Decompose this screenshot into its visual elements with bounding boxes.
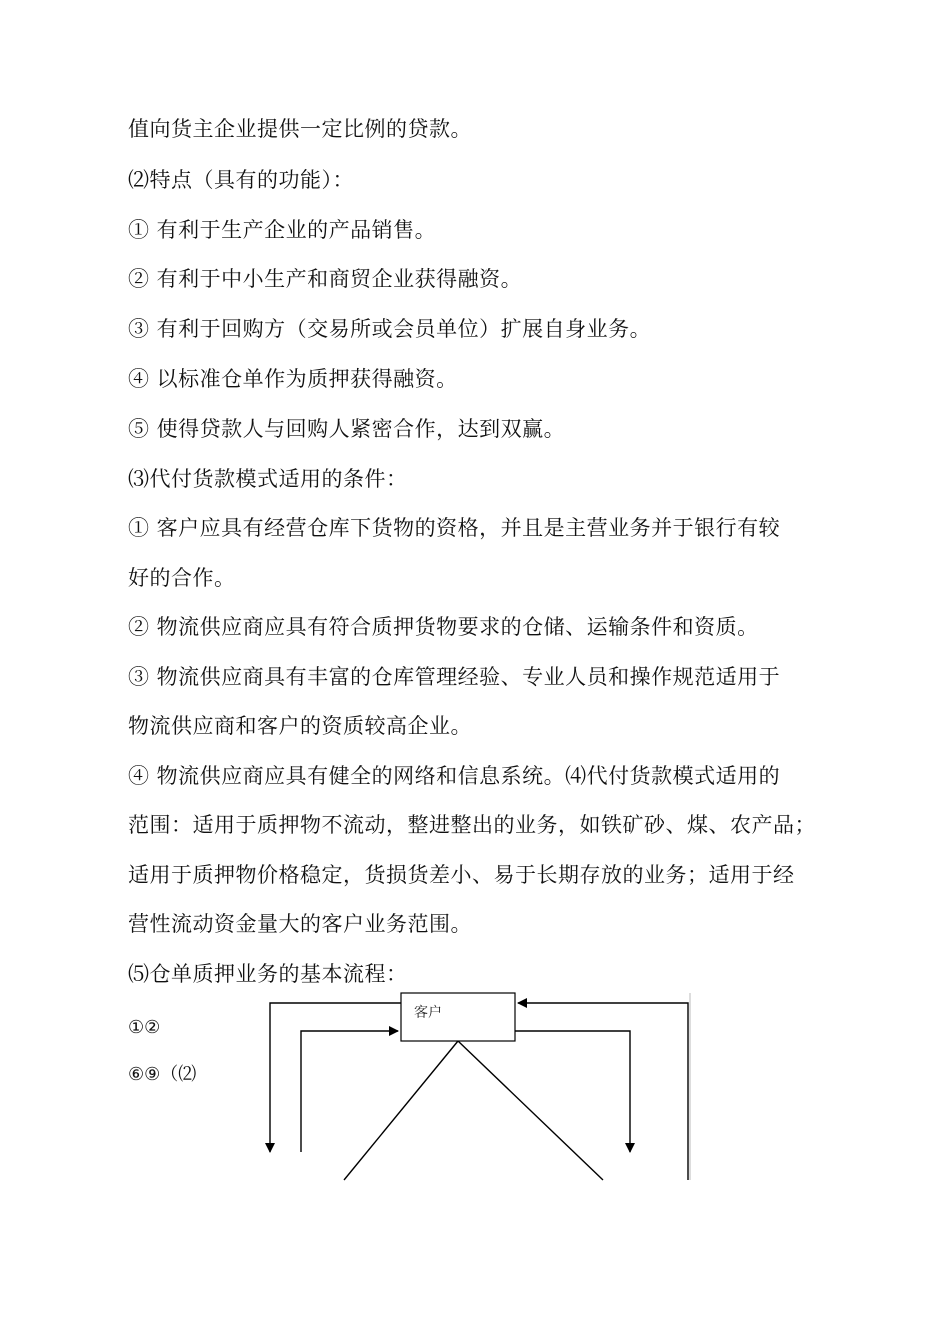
diagram-side-label: ①② <box>128 1017 161 1038</box>
diagonal-line-right <box>458 1041 603 1180</box>
text-line: 值向货主企业提供一定比例的贷款。 <box>128 117 472 141</box>
list-item-continuation: 物流供应商和客户的资质较高企业。 <box>128 714 472 738</box>
flow-arrow-right-outer <box>518 1003 688 1180</box>
list-item: ③ 物流供应商具有丰富的仓库管理经验、专业人员和操作规范适用于 <box>128 665 781 689</box>
flow-arrow-right-inner <box>515 1031 630 1152</box>
list-item: ② 物流供应商应具有符合质押货物要求的仓储、运输条件和资质。 <box>128 615 759 639</box>
client-box-label: 客户 <box>414 1005 442 1021</box>
list-item: ③ 有利于回购方（交易所或会员单位）扩展自身业务。 <box>128 317 652 341</box>
section-heading: ⑶代付货款模式适用的条件： <box>128 467 408 491</box>
paragraph-line: 适用于质押物价格稳定，货损货差小、易于长期存放的业务；适用于经 <box>128 863 795 887</box>
flow-arrow-left-inner <box>301 1031 398 1152</box>
diagonal-line-left <box>344 1041 458 1180</box>
list-item: ② 有利于中小生产和商贸企业获得融资。 <box>128 267 523 291</box>
list-item: ⑤ 使得贷款人与回购人紧密合作，达到双赢。 <box>128 417 566 441</box>
paragraph-line: 范围：适用于质押物不流动，整进整出的业务，如铁矿砂、煤、农产品； <box>128 813 816 837</box>
list-item: ① 有利于生产企业的产品销售。 <box>128 218 437 242</box>
section-heading: ⑸仓单质押业务的基本流程： <box>128 962 408 986</box>
list-item: ④ 物流供应商应具有健全的网络和信息系统。⑷代付货款模式适用的 <box>128 764 781 788</box>
paragraph-line: 营性流动资金量大的客户业务范围。 <box>128 912 472 936</box>
section-heading: ⑵特点（具有的功能）： <box>128 168 354 192</box>
list-item: ④ 以标准仓单作为质押获得融资。 <box>128 367 458 391</box>
list-item: ① 客户应具有经营仓库下货物的资格，并且是主营业务并于银行有较 <box>128 516 781 540</box>
list-item-continuation: 好的合作。 <box>128 566 236 590</box>
flow-arrow-left-outer <box>270 1003 401 1152</box>
diagram-side-label: ⑥⑨（⑵ <box>128 1064 197 1085</box>
